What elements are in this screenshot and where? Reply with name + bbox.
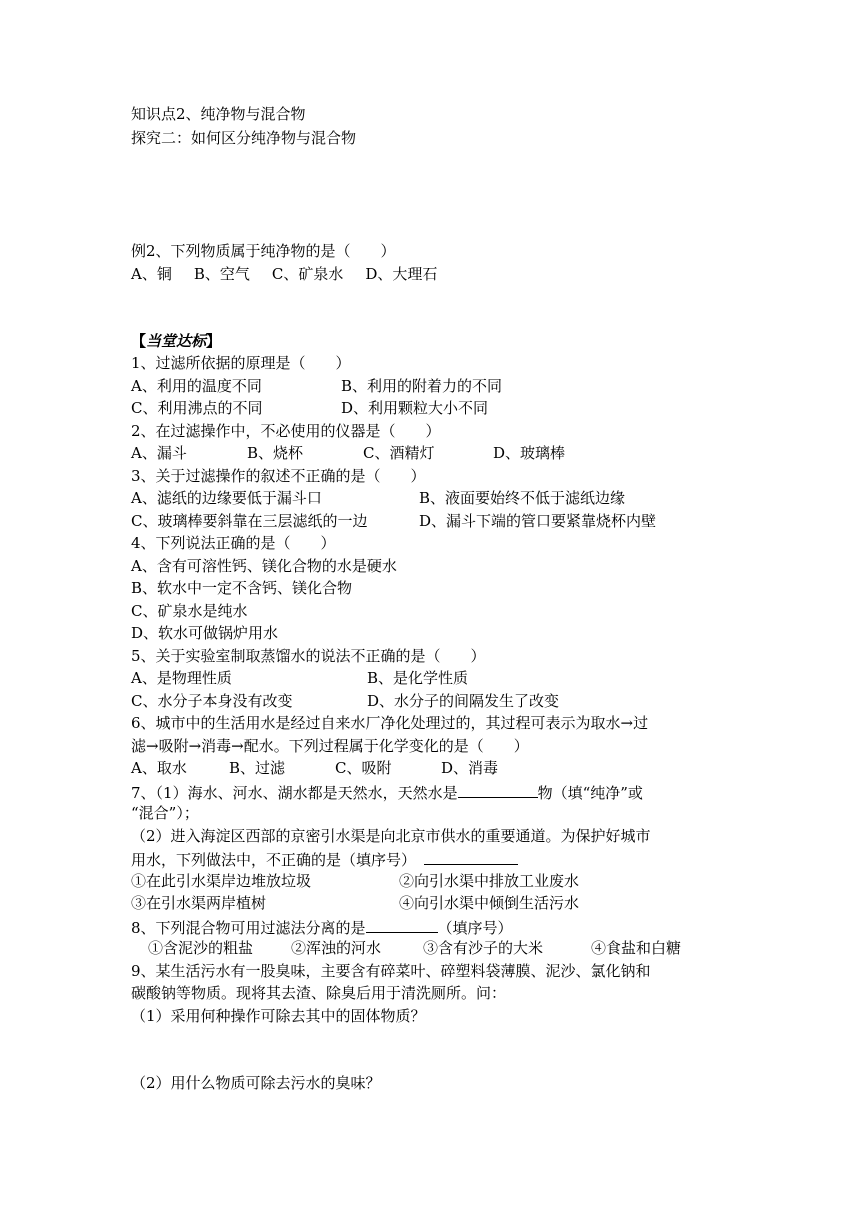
option-4: ④向引水渠中倾倒生活污水 [399, 894, 580, 912]
option-d: D、大理石 [365, 265, 438, 283]
example-2-question: 例2、下列物质属于纯净物的是（ ） [131, 242, 396, 260]
question-4-option-b: B、软水中一定不含钙、镁化合物 [131, 579, 353, 597]
question-6-line-1: 6、城市中的生活用水是经过自来水厂净化处理过的，其过程可表示为取水→过 [131, 714, 649, 732]
option-2: ②浑浊的河水 [291, 939, 382, 957]
option-b: B、过滤 [229, 759, 286, 777]
question-4-option-a: A、含有可溶性钙、镁化合物的水是硬水 [131, 557, 397, 575]
option-a: A、漏斗 [131, 444, 187, 462]
question-7-text-a: 7、（1）海水、河水、湖水都是天然水，天然水是 [131, 784, 458, 802]
option-1: ①在此引水渠岸边堆放垃圾 [131, 872, 312, 890]
question-7-line-3: （2）进入海淀区西部的京密引水渠是向北京市供水的重要通道。为保护好城市 [131, 827, 651, 845]
option-c: C、水分子本身没有改变 [131, 692, 293, 710]
answer-blank [366, 916, 438, 933]
question-5-options-row1 [131, 668, 468, 688]
option-b: B、空气 [193, 265, 250, 283]
option-b: B、液面要始终不低于滤纸边缘 [419, 489, 626, 507]
option-a: A、铜 [131, 265, 172, 283]
question-2: 2、在过滤操作中，不必使用的仪器是（ ） [131, 422, 441, 440]
explore-heading: 探究二：如何区分纯净物与混合物 [131, 129, 357, 147]
question-1: 1、过滤所依据的原理是（ ） [131, 354, 351, 372]
question-7-line-4-text: 用水，下列做法中，不正确的是（填序号） [131, 851, 417, 869]
question-8-text-b: （填序号） [437, 919, 513, 937]
practice-header [131, 331, 221, 351]
question-7-options-row2 [131, 893, 579, 913]
practice-header-open: 【 [131, 332, 147, 350]
option-b: B、是化学性质 [367, 669, 469, 687]
option-c: C、矿泉水 [271, 265, 344, 283]
answer-blank [458, 781, 538, 798]
option-a: A、滤纸的边缘要低于漏斗口 [131, 489, 322, 507]
option-c: C、吸附 [335, 759, 392, 777]
knowledge-point-heading: 知识点2、纯净物与混合物 [131, 105, 306, 123]
option-c: C、利用沸点的不同 [131, 399, 263, 417]
question-9-line-2: 碳酸钠等物质。现将其去渣、除臭后用于清洗厕所。问： [131, 984, 507, 1002]
question-9-sub-2: （2）用什么物质可除去污水的臭味？ [131, 1074, 381, 1092]
question-4-option-c: C、矿泉水是纯水 [131, 602, 248, 620]
option-b: B、烧杯 [247, 444, 304, 462]
question-3-options-row2 [131, 511, 656, 531]
example-2-options [131, 264, 437, 284]
question-4-option-d: D、软水可做锅炉用水 [131, 624, 279, 642]
question-7-line-4 [131, 848, 518, 870]
option-d: D、利用颗粒大小不同 [341, 399, 489, 417]
question-8-options [148, 938, 681, 958]
question-2-options [131, 443, 565, 463]
option-3: ③含有沙子的大米 [423, 939, 544, 957]
question-5: 5、关于实验室制取蒸馏水的说法不正确的是（ ） [131, 647, 486, 665]
option-3: ③在引水渠两岸植树 [131, 894, 267, 912]
question-9-sub-1: （1）采用何种操作可除去其中的固体物质？ [131, 1007, 426, 1025]
option-2: ②向引水渠中排放工业废水 [399, 872, 580, 890]
question-8-text-a: 8、下列混合物可用过滤法分离的是 [131, 919, 366, 937]
option-d: D、漏斗下端的管口要紧靠烧杯内壁 [419, 512, 657, 530]
question-7-line-1 [131, 781, 643, 803]
option-a: A、是物理性质 [131, 669, 232, 687]
option-1: ①含泥沙的粗盐 [148, 939, 254, 957]
question-7-options-row1 [131, 871, 579, 891]
question-1-options-row2 [131, 398, 488, 418]
option-b: B、利用的附着力的不同 [341, 377, 503, 395]
question-1-options-row1 [131, 376, 502, 396]
option-d: D、玻璃棒 [493, 444, 566, 462]
option-c: C、玻璃棒要斜靠在三层滤纸的一边 [131, 512, 368, 530]
question-6-line-2: 滤→吸附→消毒→配水。下列过程属于化学变化的是（ ） [131, 737, 529, 755]
question-3: 3、关于过滤操作的叙述不正确的是（ ） [131, 467, 426, 485]
practice-header-close: 】 [206, 332, 222, 350]
question-7-text-b: 物（填“纯净”或 [537, 784, 643, 802]
option-a: A、取水 [131, 759, 187, 777]
option-d: D、消毒 [441, 759, 499, 777]
question-6-options [131, 758, 498, 778]
question-8 [131, 916, 513, 938]
option-c: C、酒精灯 [363, 444, 435, 462]
practice-header-title: 当堂达标 [146, 332, 207, 350]
option-4: ④食盐和白糖 [591, 939, 682, 957]
question-7-line-2: “混合”）； [131, 804, 199, 822]
question-5-options-row2 [131, 691, 559, 711]
question-9-line-1: 9、某生活污水有一股臭味，主要含有碎菜叶、碎塑料袋薄膜、泥沙、氯化钠和 [131, 962, 651, 980]
option-a: A、利用的温度不同 [131, 377, 262, 395]
question-3-options-row1 [131, 488, 625, 508]
question-4: 4、下列说法正确的是（ ） [131, 534, 336, 552]
option-d: D、水分子的间隔发生了改变 [367, 692, 560, 710]
answer-blank [424, 848, 518, 865]
